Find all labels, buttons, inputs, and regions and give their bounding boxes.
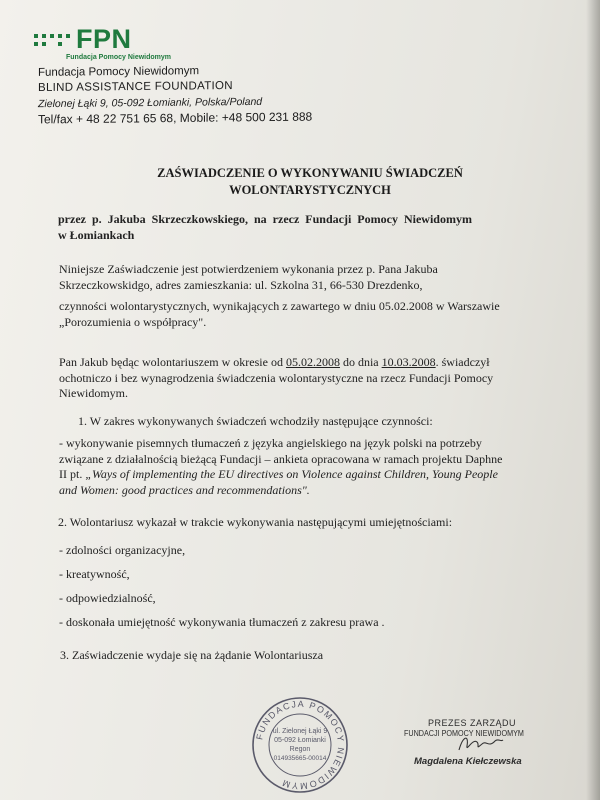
stamp-line-4: 014935665-00014 bbox=[273, 755, 327, 762]
skill-item: - zdolności organizacyjne, bbox=[59, 543, 186, 557]
logo-text: FPN bbox=[76, 24, 132, 54]
title-line-2: WOLONTARYSTYCZNYCH bbox=[229, 183, 391, 197]
item-1-heading: 1. W zakres wykonywanych świadczeń wchodziły następujące czynności: bbox=[78, 414, 433, 428]
org-name-en: BLIND ASSISTANCE FOUNDATION bbox=[38, 79, 233, 95]
skill-item: - odpowiedzialność, bbox=[59, 591, 156, 605]
item1-line-3 bbox=[59, 467, 569, 483]
stamp-line-3: Regon bbox=[289, 746, 311, 753]
para2-line-3: Niewidomym. bbox=[59, 386, 128, 400]
para2-text-c: . świadczył bbox=[435, 355, 490, 369]
signature-block bbox=[400, 718, 560, 778]
item1-line-4 bbox=[59, 483, 569, 499]
paragraph-2 bbox=[59, 355, 569, 402]
stamp-ring-text: FUNDACJA POMOCY NIEWIDOMYM bbox=[254, 698, 347, 792]
para1-line-2: Skrzeczkowskidgo, adres zamieszkania: ul. Szkolna 31, 66-530 Drezdenko, bbox=[59, 277, 423, 292]
subtitle-line-1: przez p. Jakuba Skrzeczkowskiego, na rzecz Fundacji Pomocy Niewidomym bbox=[58, 212, 472, 226]
para1-line-1: Niniejsze Zaświadczenie jest potwierdzeniem wykonania przez p. Pana Jakuba bbox=[59, 262, 438, 276]
paragraph-1 bbox=[59, 262, 569, 330]
skill-item: - doskonała umiejętność wykonywania tłumaczeń z zakresu prawa . bbox=[59, 615, 385, 629]
item-2-heading: 2. Wolontariusz wykazał w trakcie wykonywania następującymi umiejętnościami: bbox=[58, 515, 453, 529]
title-line-1: ZAŚWIADCZENIE O WYKONYWANIU ŚWIADCZEŃ bbox=[157, 166, 463, 180]
foundation-stamp bbox=[250, 695, 350, 795]
item1-line-2: związane z działalnością bieżącą Fundacji – ankieta opracowana w ramach projektu Daphne bbox=[59, 451, 503, 466]
org-phone: Tel/fax + 48 22 751 65 68, Mobile: +48 500 231 888 bbox=[38, 109, 313, 127]
signatory-title-line-1: PREZES ZARZĄDU bbox=[428, 718, 517, 728]
para1-line-3: czynności wolontarystycznych, wynikających z zawartego w dniu 05.02.2008 w Warszawie bbox=[59, 299, 500, 313]
document-title bbox=[100, 165, 520, 199]
signatory-name: Magdalena Kiełczewska bbox=[414, 756, 522, 767]
document-subtitle bbox=[58, 212, 528, 243]
item1-line-3-prefix: II pt. bbox=[59, 467, 86, 481]
fpn-logo bbox=[34, 24, 174, 62]
para2-date-start: 05.02.2008 bbox=[285, 355, 340, 369]
item1-line-1: - wykonywanie pisemnych tłumaczeń z języka angielskiego na język polski na potrzeby bbox=[59, 436, 482, 450]
para2-text-b: do dnia bbox=[339, 355, 382, 369]
para2-text-a: Pan Jakub będąc wolontariuszem w okresie od bbox=[59, 355, 286, 369]
para2-line-1 bbox=[59, 355, 569, 371]
para2-date-end: 10.03.2008 bbox=[381, 355, 436, 369]
stamp-line-2: 05-092 Łomianki bbox=[274, 737, 326, 744]
para2-line-2: ochotniczo i bez wynagrodzenia świadczenia wolontarystyczne na rzecz Fundacji Pomocy bbox=[59, 370, 494, 385]
para1-line-4: „Porozumienia o współpracy". bbox=[59, 314, 207, 329]
project-title-part1: „Ways of implementing the EU directives on Violence against Children, Young People bbox=[85, 467, 498, 481]
stamp-seal bbox=[250, 695, 350, 795]
handwritten-signature bbox=[455, 732, 505, 754]
signatory-title-line-2: FUNDACJI POMOCY NIEWIDOMYM bbox=[404, 729, 524, 738]
stamp-line-1: ul. Zielonej Łąki 9 bbox=[272, 728, 328, 735]
subtitle-line-2: w Łomiankach bbox=[58, 227, 135, 242]
skill-item: - kreatywność, bbox=[59, 567, 130, 581]
logo-subtitle: Fundacja Pomocy Niewidomym bbox=[66, 54, 172, 61]
org-name-pl: Fundacja Pomocy Niewidomym bbox=[38, 65, 200, 79]
item-1-body bbox=[59, 436, 569, 498]
skills-list bbox=[59, 538, 569, 634]
project-title-part2: and Women: good practices and recommendations". bbox=[59, 482, 310, 497]
item-3: 3. Zaświadczenie wydaje się na żądanie Wolontariusza bbox=[60, 648, 324, 662]
org-address: Zielonej Łąki 9, 05-092 Łomianki, Polska/Poland bbox=[38, 95, 263, 111]
